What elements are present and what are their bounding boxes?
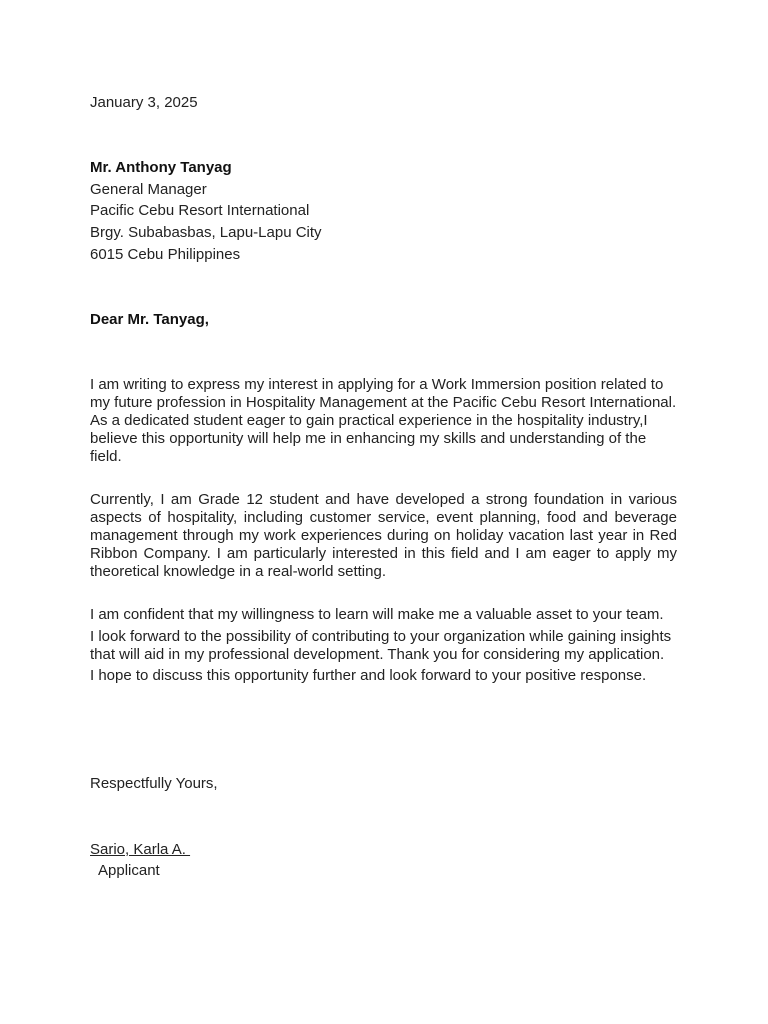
recipient-address-line1: Brgy. Subabasbas, Lapu-Lapu City <box>90 224 322 242</box>
salutation: Dear Mr. Tanyag, <box>90 311 209 328</box>
recipient-name: Mr. Anthony Tanyag <box>90 159 232 176</box>
body-paragraph-2: Currently, I am Grade 12 student and have developed a strong foundation in various aspects of hospitality, including customer service, event planning, food and beverage management through my work experiences during on holiday vacation last year in Red Ribbon Company. I am particularly interested in this field and I am eager to apply my theoretical knowledge in a real-world setting. <box>90 491 677 580</box>
recipient-title: General Manager <box>90 180 207 198</box>
body-paragraph-3: I am confident that my willingness to learn will make me a valuable asset to your team. <box>90 606 664 623</box>
body-paragraph-4: I look forward to the possibility of contributing to your organization while gaining insights that will aid in my professional development. Thank you for considering my application. <box>90 628 672 663</box>
signature-title: Applicant <box>98 862 160 879</box>
recipient-address-line2: 6015 Cebu Philippines <box>90 245 241 263</box>
signature-name: Sario, Karla A. <box>90 841 191 858</box>
body-paragraph-5: I hope to discuss this opportunity further and look forward to your positive response. <box>90 667 647 684</box>
recipient-block <box>90 157 322 266</box>
recipient-company: Pacific Cebu Resort International <box>90 202 310 220</box>
letter-date: January 3, 2025 <box>90 94 198 111</box>
body-paragraph-1: I am writing to express my interest in applying for a Work Immersion position related to my future profession in Hospitality Management at the Pacific Cebu Resort International. As a dedicated student eager to gain practical experience in the hospitality industry,I believe this opportunity will help me in enhancing my skills and understanding of the field. <box>90 376 677 465</box>
closing: Respectfully Yours, <box>90 775 218 792</box>
